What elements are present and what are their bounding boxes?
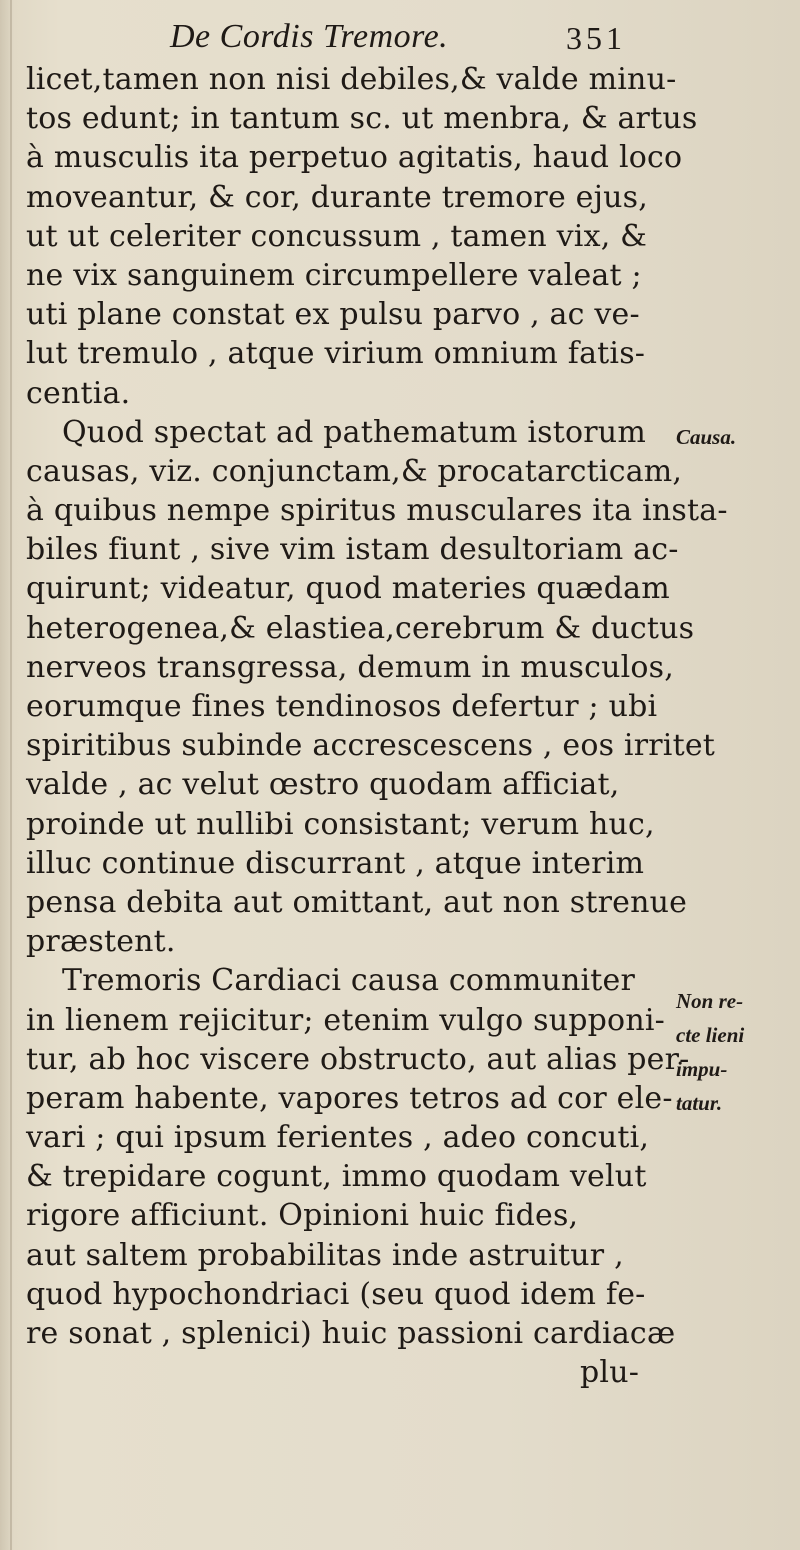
text-line: re sonat , splenici) huic passioni cardiacæ bbox=[26, 1316, 676, 1351]
text-line: heterogenea,& elastiea,cerebrum & ductus bbox=[26, 610, 695, 646]
text-line: lut tremulo , atque virium omnium fatis- bbox=[26, 336, 646, 372]
paragraph-start-line: Quod spectat ad pathematum istorum bbox=[62, 414, 646, 450]
margin-note-line: impu- bbox=[676, 1057, 728, 1081]
text-line: quirunt; videatur, quod materies quædam bbox=[26, 571, 670, 607]
margin-note-causa: Causa. bbox=[676, 425, 737, 449]
text-line: eorumque fines tendinosos defertur ; ubi bbox=[26, 689, 658, 724]
margin-note-line: cte lieni bbox=[676, 1023, 745, 1047]
text-line: quod hypochondriaci (seu quod idem fe- bbox=[26, 1276, 646, 1312]
text-line: à musculis ita perpetuo agitatis, haud loco bbox=[26, 140, 683, 176]
text-line: centia. bbox=[26, 375, 131, 411]
text-line: uti plane constat ex pulsu parvo , ac ve- bbox=[26, 297, 640, 333]
margin-note-line: tatur. bbox=[676, 1091, 723, 1115]
text-line: valde , ac velut œstro quodam afficiat, bbox=[26, 767, 620, 803]
text-line: nerveos transgressa, demum in musculos, bbox=[26, 649, 674, 685]
text-line: illuc continue discurrant , atque interim bbox=[26, 845, 645, 881]
margin-note-line: Non re- bbox=[676, 989, 744, 1013]
text-line: vari ; qui ipsum ferientes , adeo concuti, bbox=[26, 1120, 650, 1156]
text-line: ut ut celeriter concussum , tamen vix, & bbox=[26, 218, 648, 254]
text-line: spiritibus subinde accrescescens , eos irritet bbox=[26, 728, 716, 764]
page-number: 351 bbox=[566, 20, 626, 56]
text-line: pensa debita aut omittant, aut non strenue bbox=[26, 884, 688, 920]
text-line: & trepidare cogunt, immo quodam velut bbox=[26, 1159, 647, 1195]
catchword: plu- bbox=[580, 1355, 640, 1391]
text-line: causas, viz. conjunctam,& procatarcticam, bbox=[26, 453, 683, 489]
page-gutter-shadow bbox=[10, 0, 12, 1550]
page-header bbox=[0, 12, 800, 58]
text-line: aut saltem probabilitas inde astruitur , bbox=[26, 1237, 624, 1273]
text-line: in lienem rejicitur; etenim vulgo supponi- bbox=[26, 1002, 665, 1038]
text-line: à quibus nempe spiritus musculares ita insta- bbox=[26, 493, 728, 529]
text-line: peram habente, vapores tetros ad cor ele- bbox=[26, 1080, 673, 1116]
running-title: De Cordis Tremore. bbox=[170, 18, 449, 55]
text-line: tur, ab hoc viscere obstructo, aut alias per- bbox=[26, 1041, 690, 1077]
text-line: præstent. bbox=[26, 924, 176, 960]
text-line: licet,tamen non nisi debiles,& valde minu- bbox=[26, 62, 677, 97]
text-line: tos edunt; in tantum sc. ut menbra, & artus bbox=[26, 101, 698, 137]
text-line: ne vix sanguinem circumpellere valeat ; bbox=[26, 257, 642, 293]
text-line: proinde ut nullibi consistant; verum huc, bbox=[26, 806, 655, 842]
paragraph-start-line: Tremoris Cardiaci causa communiter bbox=[62, 963, 636, 999]
text-line: biles fiunt , sive vim istam desultoriam ac- bbox=[26, 532, 679, 568]
text-line: moveantur, & cor, durante tremore ejus, bbox=[26, 179, 648, 215]
text-line: rigore afficiunt. Opinioni huic fides, bbox=[26, 1198, 579, 1234]
